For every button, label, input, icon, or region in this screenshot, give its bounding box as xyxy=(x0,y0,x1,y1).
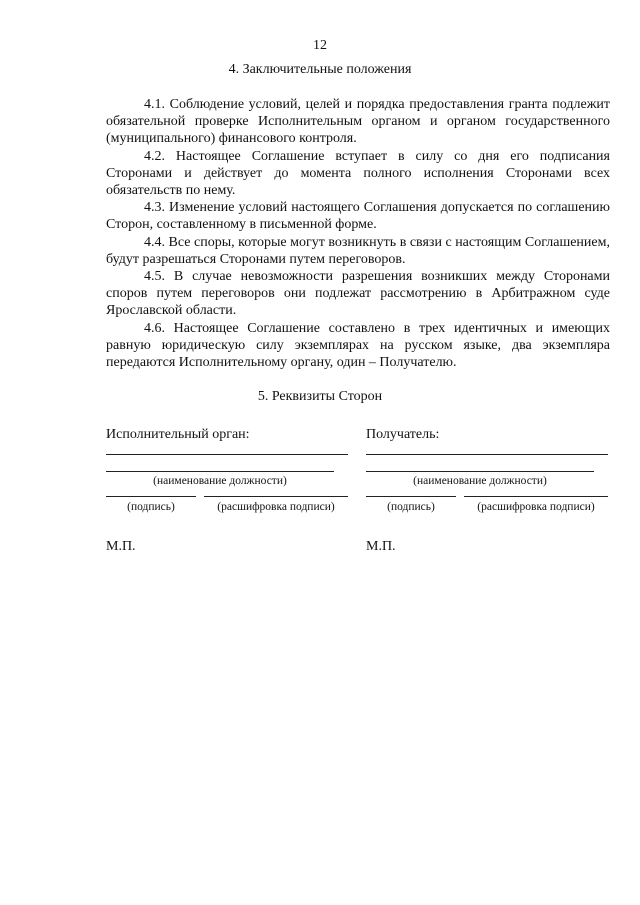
position-caption: (наименование должности) xyxy=(153,475,287,487)
stamp-place: М.П. xyxy=(106,539,136,554)
position-caption: (наименование должности) xyxy=(413,475,547,487)
stamp-place: М.П. xyxy=(366,539,396,554)
blank-line xyxy=(366,471,594,472)
page-number: 12 xyxy=(313,38,327,53)
clause-4-1: 4.1. Соблюдение условий, целей и порядка предоставления гранта подлежит обязательной проверке Исполнительным органом и органом государственного (муниципального) финансового контроля. xyxy=(106,97,610,147)
decryption-caption: (расшифровка подписи) xyxy=(477,501,595,513)
section-5-heading: 5. Реквизиты Сторон xyxy=(257,389,383,404)
party-label: Исполнительный орган: xyxy=(106,427,250,442)
signature-row xyxy=(106,496,348,513)
signature-caption: (подпись) xyxy=(387,501,435,513)
decryption-line xyxy=(464,496,608,497)
signature-block-executive-body xyxy=(106,427,351,555)
blank-line xyxy=(106,471,334,472)
blank-line xyxy=(106,454,348,455)
clause-4-3: 4.3. Изменение условий настоящего Соглашения допускается по соглашению Сторон, составленному в письменной форме. xyxy=(106,200,610,233)
signature-row xyxy=(366,496,608,513)
clause-4-4: 4.4. Все споры, которые могут возникнуть в связи с настоящим Соглашением, будут разрешаться Сторонами путем переговоров. xyxy=(106,234,610,267)
party-label: Получатель: xyxy=(366,427,440,442)
blank-line xyxy=(366,454,608,455)
signature-line xyxy=(106,496,196,497)
signature-caption: (подпись) xyxy=(127,501,175,513)
section-4-heading: 4. Заключительные положения xyxy=(228,62,412,77)
signature-block-recipient xyxy=(366,427,611,555)
clause-4-6: 4.6. Настоящее Соглашение составлено в трех идентичных и имеющих равную юридическую силу экземплярах на русском языке, два экземпляра передаются Исполнительному органу, один – Получателю. xyxy=(106,320,610,371)
clause-4-2: 4.2. Настоящее Соглашение вступает в силу со дня его подписания Сторонами и действует до момента полного исполнения Сторонами всех обязательств по нему. xyxy=(106,148,610,199)
section-4-body xyxy=(106,96,610,371)
decryption-line xyxy=(204,496,348,497)
signature-line xyxy=(366,496,456,497)
decryption-caption: (расшифровка подписи) xyxy=(217,501,335,513)
clause-4-5: 4.5. В случае невозможности разрешения возникших между Сторонами споров путем переговоров они подлежат рассмотрению в Арбитражном суде Ярославской области. xyxy=(106,269,610,319)
